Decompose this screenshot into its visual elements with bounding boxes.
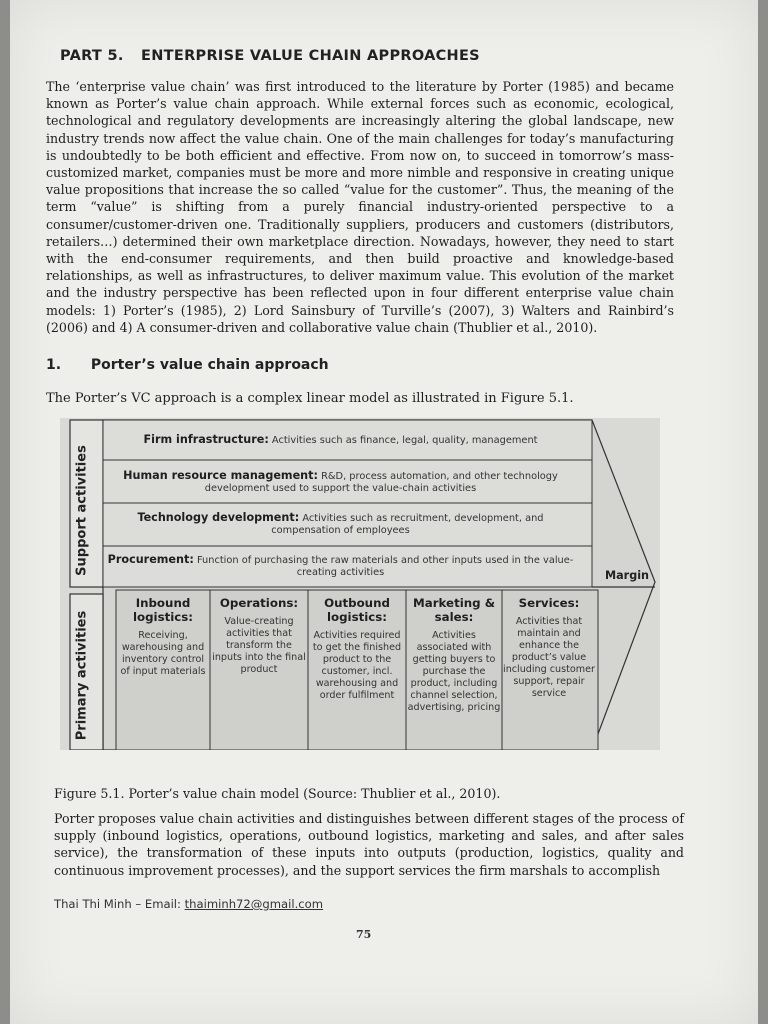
primary-activities-label: Primary activities xyxy=(74,610,90,741)
operations-desc: Value-creating activities that transform the inputs into the final product xyxy=(212,616,306,675)
body-paragraph: Porter proposes value chain activities and distinguishes between different stages of the process of supply (inbound logistics, operations, outbound logistics, marketing and sales, and after sales service), the transformation of these inputs into outputs (production, logistics, quality and continuous improvement processes), and the support services the firm marshals to accomplish xyxy=(54,811,684,878)
part-number: PART 5. xyxy=(60,48,124,64)
outbound-logistics-desc: Activities required to get the finished product to the customer, incl. warehousing and order fulfilment xyxy=(312,630,402,701)
technology-text xyxy=(103,512,578,537)
procurement-desc: Function of purchasing the raw materials and other inputs used in the value-creating activities xyxy=(196,555,574,578)
firm-infrastructure-desc: Activities such as finance, legal, quality, management xyxy=(271,435,538,446)
footer xyxy=(54,897,323,911)
section-title: Porter’s value chain approach xyxy=(90,357,329,373)
firm-infrastructure-text xyxy=(103,434,578,447)
footer-email-link[interactable]: thaiminh72@gmail.com xyxy=(184,897,324,911)
inbound-logistics-desc: Receiving, warehousing and inventory control of input materials xyxy=(120,630,206,677)
technology-title: Technology development: xyxy=(137,511,300,524)
support-activities-label: Support activities xyxy=(74,445,90,576)
procurement-text xyxy=(103,554,578,579)
operations-cell xyxy=(210,596,308,676)
human-resource-title: Human resource management: xyxy=(123,469,318,482)
operations-title: Operations: xyxy=(219,596,299,610)
inbound-logistics-cell xyxy=(116,596,210,678)
services-desc: Activities that maintain and enhance the product’s value including customer support, repair service xyxy=(503,616,595,699)
section-number: 1. xyxy=(46,357,62,373)
outbound-logistics-cell xyxy=(308,596,406,702)
marketing-sales-title: Marketing & sales: xyxy=(413,596,495,624)
services-title: Services: xyxy=(518,596,580,610)
marketing-sales-desc: Activities associated with getting buyers to purchase the product, including channel selection, advertising, pricing xyxy=(407,630,501,713)
inbound-logistics-title: Inbound logistics: xyxy=(132,596,194,624)
section-heading xyxy=(46,357,329,373)
intro-paragraph: The ‘enterprise value chain’ was first introduced to the literature by Porter (1985) and became known as Porter’s value chain approach. While external forces such as economic, ecological, technological and regulatory developments are increasingly altering the global landscape, new industry trends now affect the value chain. One of the main challenges for today’s manufacturing is undoubtedly to be both efficient and effective. From now on, to succeed in tomorrow’s mass-customized market, companies must be more and more nimble and responsive in creating unique value propositions that increase the so called “value for the customer”. Thus, the meaning of the term “value” is shifting from a purely financial industry-oriented perspective to a consumer/customer-driven one. Traditionally suppliers, producers and customers (distributors, retailers…) determined their own marketplace direction. Nowadays, however, they need to start with the end-consumer requirements, and then build proactive and knowledge-based relationships, as well as infrastructures, to deliver maximum value. This evolution of the market and the industry perspective has been reflected upon in four different enterprise value chain models: 1) Porter’s (1985), 2) Lord Sainsbury of Turville’s (2007), 3) Walters and Rainbird’s (2006) and 4) A consumer-driven and collaborative value chain (Thublier et al., 2010). xyxy=(46,79,674,335)
procurement-title: Procurement: xyxy=(107,553,194,566)
services-cell xyxy=(500,596,598,700)
firm-infrastructure-title: Firm infrastructure: xyxy=(143,433,269,446)
outbound-logistics-title: Outbound logistics: xyxy=(324,596,390,624)
technology-desc: Activities such as recruitment, development, and compensation of employees xyxy=(271,513,544,536)
footer-author: Thai Thi Minh – Email: xyxy=(54,897,185,911)
marketing-sales-cell xyxy=(406,596,502,714)
figure-intro-text: The Porter’s VC approach is a complex linear model as illustrated in Figure 5.1. xyxy=(46,391,574,406)
part-title: ENTERPRISE VALUE CHAIN APPROACHES xyxy=(141,48,480,64)
document-page xyxy=(10,0,758,1024)
human-resource-desc: R&D, process automation, and other technology development used to support the value-chain activities xyxy=(204,471,558,494)
part-heading xyxy=(60,48,480,64)
human-resource-text xyxy=(103,470,578,495)
figure-caption: Figure 5.1. Porter’s value chain model (Source: Thublier et al., 2010). xyxy=(54,786,501,801)
value-chain-figure xyxy=(60,418,660,750)
margin-label: Margin xyxy=(605,569,650,582)
page-number: 75 xyxy=(356,928,372,941)
